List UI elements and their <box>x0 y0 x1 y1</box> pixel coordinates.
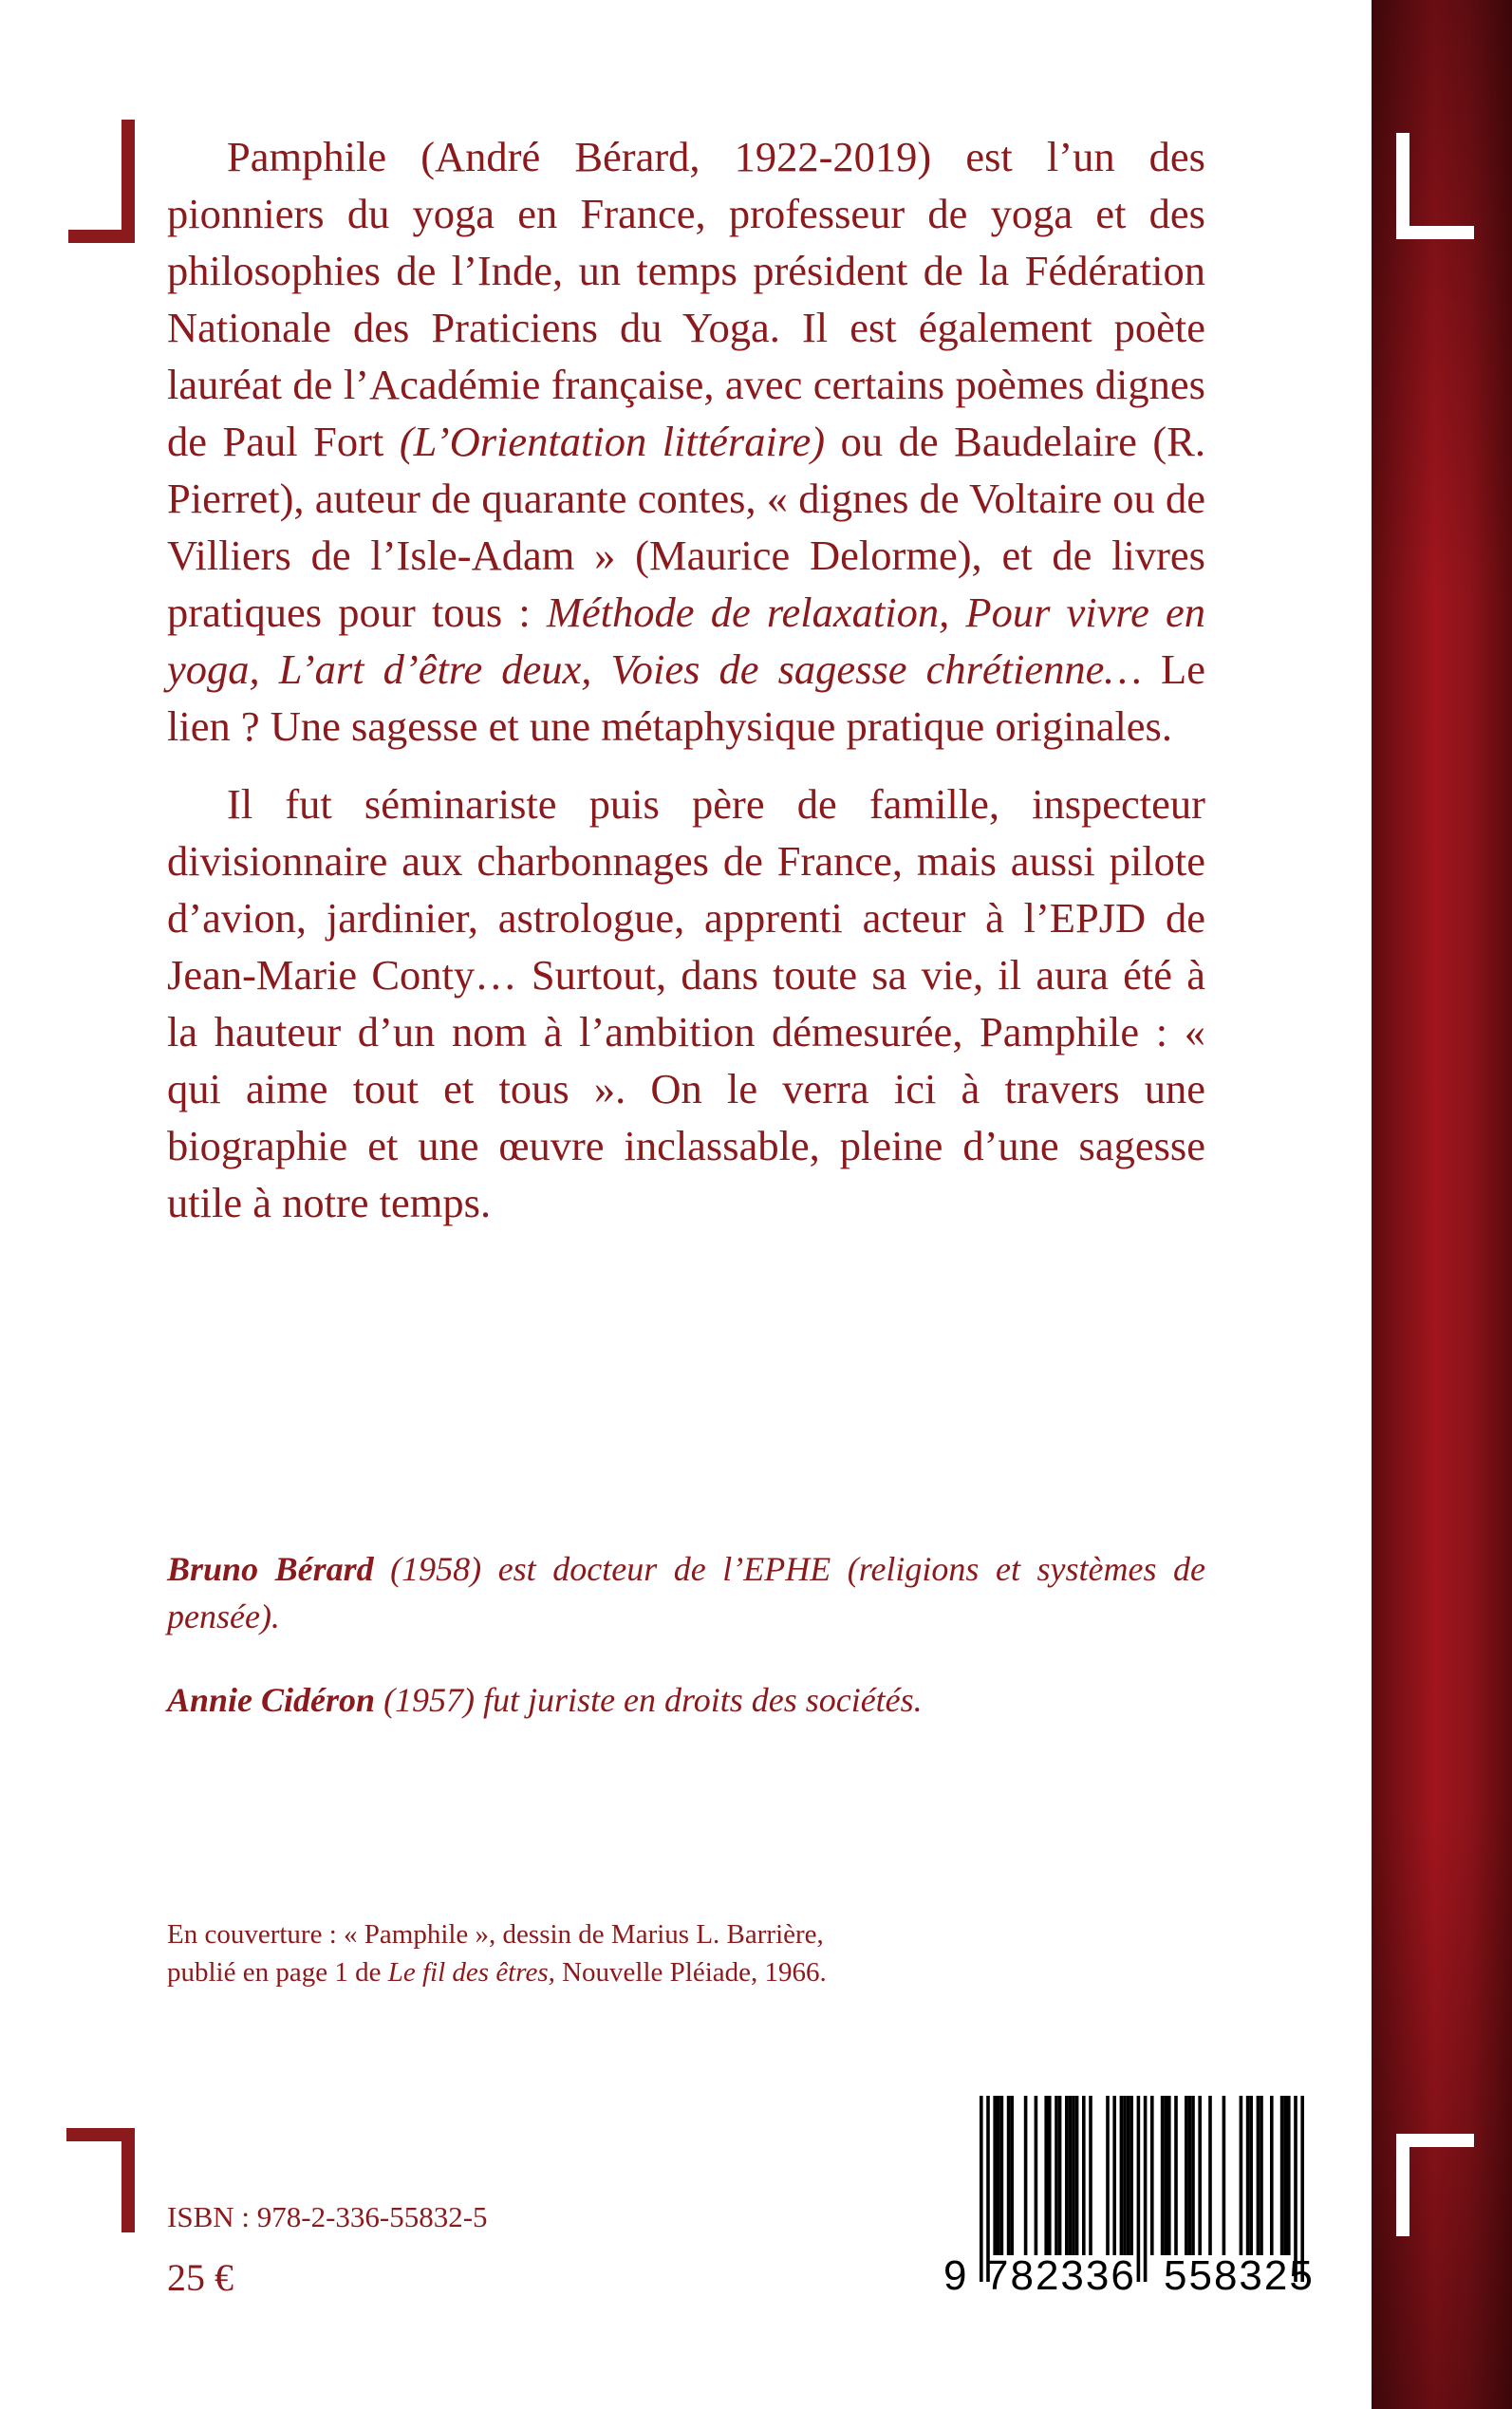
summary-paragraph-2: Il fut séminariste puis père de famille, inspecteur divisionnaire aux charbonnages de France, mais aussi pilote d’avion, jardinier, astrologue, apprenti acteur à l’EPJD de Jean-Marie Conty… Surtout, dans toute sa vie, il aura été à la hauteur d’un nom à l’ambition démesurée, Pamphile : « qui aime tout et tous ». On le verra ici à travers une biographie et une œuvre inclassable, pleine d’une sagesse utile à notre temps. <box>167 780 1205 1226</box>
barcode-bar <box>1120 2096 1124 2255</box>
spine-shading <box>1372 0 1512 2409</box>
barcode-bar <box>1191 2096 1195 2255</box>
summary-p1-text-c: ou de Baudelaire (R. Pierret), auteur de quarante contes, « dignes de Voltaire ou de Villiers de l’Isle-Adam » (Maurice Delorme), et de livres pratiques pour tous : <box>167 418 1205 636</box>
barcode-bar <box>1188 2096 1192 2255</box>
barcode-bar <box>1112 2096 1116 2255</box>
price: 25 € <box>167 2256 233 2299</box>
barcode-bar <box>1164 2096 1167 2255</box>
isbn: ISBN : 978-2-336-55832-5 <box>167 2200 488 2233</box>
author-bios <box>167 1545 1205 1724</box>
barcode-bar <box>1000 2096 1004 2255</box>
back-cover-summary <box>167 128 1205 1231</box>
summary-p1-italic-titles: Méthode de relaxation, Pour vivre en yoga, L’art d’être deux, Voies de sagesse chrétienne… <box>167 588 1205 693</box>
barcode-bar <box>1270 2096 1274 2255</box>
barcode-digit-lead: 9 <box>943 2252 967 2299</box>
barcode-bar <box>1065 2096 1069 2255</box>
author-bio-text-1: (1958) est docteur de l’EPHE (religions et systèmes de pensée). <box>167 1550 1205 1635</box>
barcode-bar <box>1257 2096 1260 2255</box>
author-bio-1 <box>167 1545 1205 1640</box>
author-name-2: Annie Cidéron <box>167 1681 376 1719</box>
barcode-bar <box>1185 2096 1188 2255</box>
barcode-bar <box>1283 2096 1287 2255</box>
barcode-bar <box>1129 2096 1133 2255</box>
cover-credit-italic-title: Le fil des êtres, <box>387 1957 555 1988</box>
barcode-bar <box>1174 2096 1178 2255</box>
barcode-bar <box>997 2096 1000 2255</box>
barcode-bar <box>1082 2096 1086 2255</box>
barcode-bar <box>1035 2096 1038 2255</box>
cover-credit <box>167 1915 888 1991</box>
barcode-bar <box>1223 2096 1226 2255</box>
summary-p1-text-a: Pamphile (André Bérard, 1922-2019) est l’un des pionniers du yoga en France, professeur de yoga et des philosophies de l’Inde, un temps président de la Fédération Nationale des Praticiens du Yoga. Il est également poète lauréat de l’Académie française, avec certains poèmes dignes de Paul Fort <box>167 133 1205 465</box>
barcode-bar <box>1089 2096 1092 2255</box>
barcode-bar <box>1048 2096 1052 2255</box>
barcode-bar <box>1280 2096 1284 2255</box>
author-bio-text-2: (1957) fut juriste en droits des sociétés. <box>375 1681 923 1719</box>
barcode-bar <box>1150 2096 1154 2255</box>
cover-credit-text-a: En couverture : « Pamphile », dessin de Marius L. Barrière, publié en page 1 de <box>167 1919 824 1988</box>
barcode-bar <box>1208 2096 1212 2255</box>
corner-bracket-top-right-spine <box>1396 133 1474 239</box>
barcode-bar <box>993 2096 997 2255</box>
corner-bracket-bottom-left <box>66 2128 135 2232</box>
author-bio-2 <box>167 1676 1205 1724</box>
barcode-bar <box>1007 2096 1011 2255</box>
barcode-bar <box>1240 2096 1243 2255</box>
barcode-bar <box>1075 2096 1079 2255</box>
barcode-digits <box>943 2252 1327 2309</box>
barcode-bar <box>1106 2096 1110 2255</box>
cover-credit-text-c: Nouvelle Pléiade, 1966. <box>554 1957 827 1988</box>
barcode-bar <box>1249 2096 1253 2255</box>
barcode-bar <box>1072 2096 1075 2255</box>
barcode-digits-group-2: 558325 <box>1164 2252 1315 2299</box>
barcode-bar <box>1260 2096 1263 2255</box>
summary-p1-italic-source: (L’Orientation littéraire) <box>399 418 826 465</box>
author-name-1: Bruno Bérard <box>167 1550 374 1588</box>
barcode-digits-group-1: 782336 <box>985 2252 1136 2299</box>
barcode-bar <box>1167 2096 1171 2255</box>
corner-bracket-top-left <box>68 120 135 243</box>
barcode-bar <box>1069 2096 1073 2255</box>
barcode-bar <box>1198 2096 1202 2255</box>
barcode-bar <box>1055 2096 1058 2255</box>
barcode-bar <box>1161 2096 1165 2255</box>
barcode-bar <box>1246 2096 1250 2255</box>
barcode-bar <box>1024 2096 1028 2255</box>
summary-paragraph-1 <box>167 128 1205 755</box>
barcode-bar <box>1044 2096 1048 2255</box>
barcode-bar <box>1127 2096 1130 2255</box>
summary-p1-text-e: Le lien ? Une sagesse et une métaphysique pratique originales. <box>167 645 1205 750</box>
barcode-bar <box>1010 2096 1014 2255</box>
corner-bracket-bottom-right-spine <box>1396 2134 1474 2236</box>
barcode-bar <box>1287 2096 1291 2255</box>
barcode-bar <box>1123 2096 1127 2255</box>
barcode-bar <box>1058 2096 1062 2255</box>
